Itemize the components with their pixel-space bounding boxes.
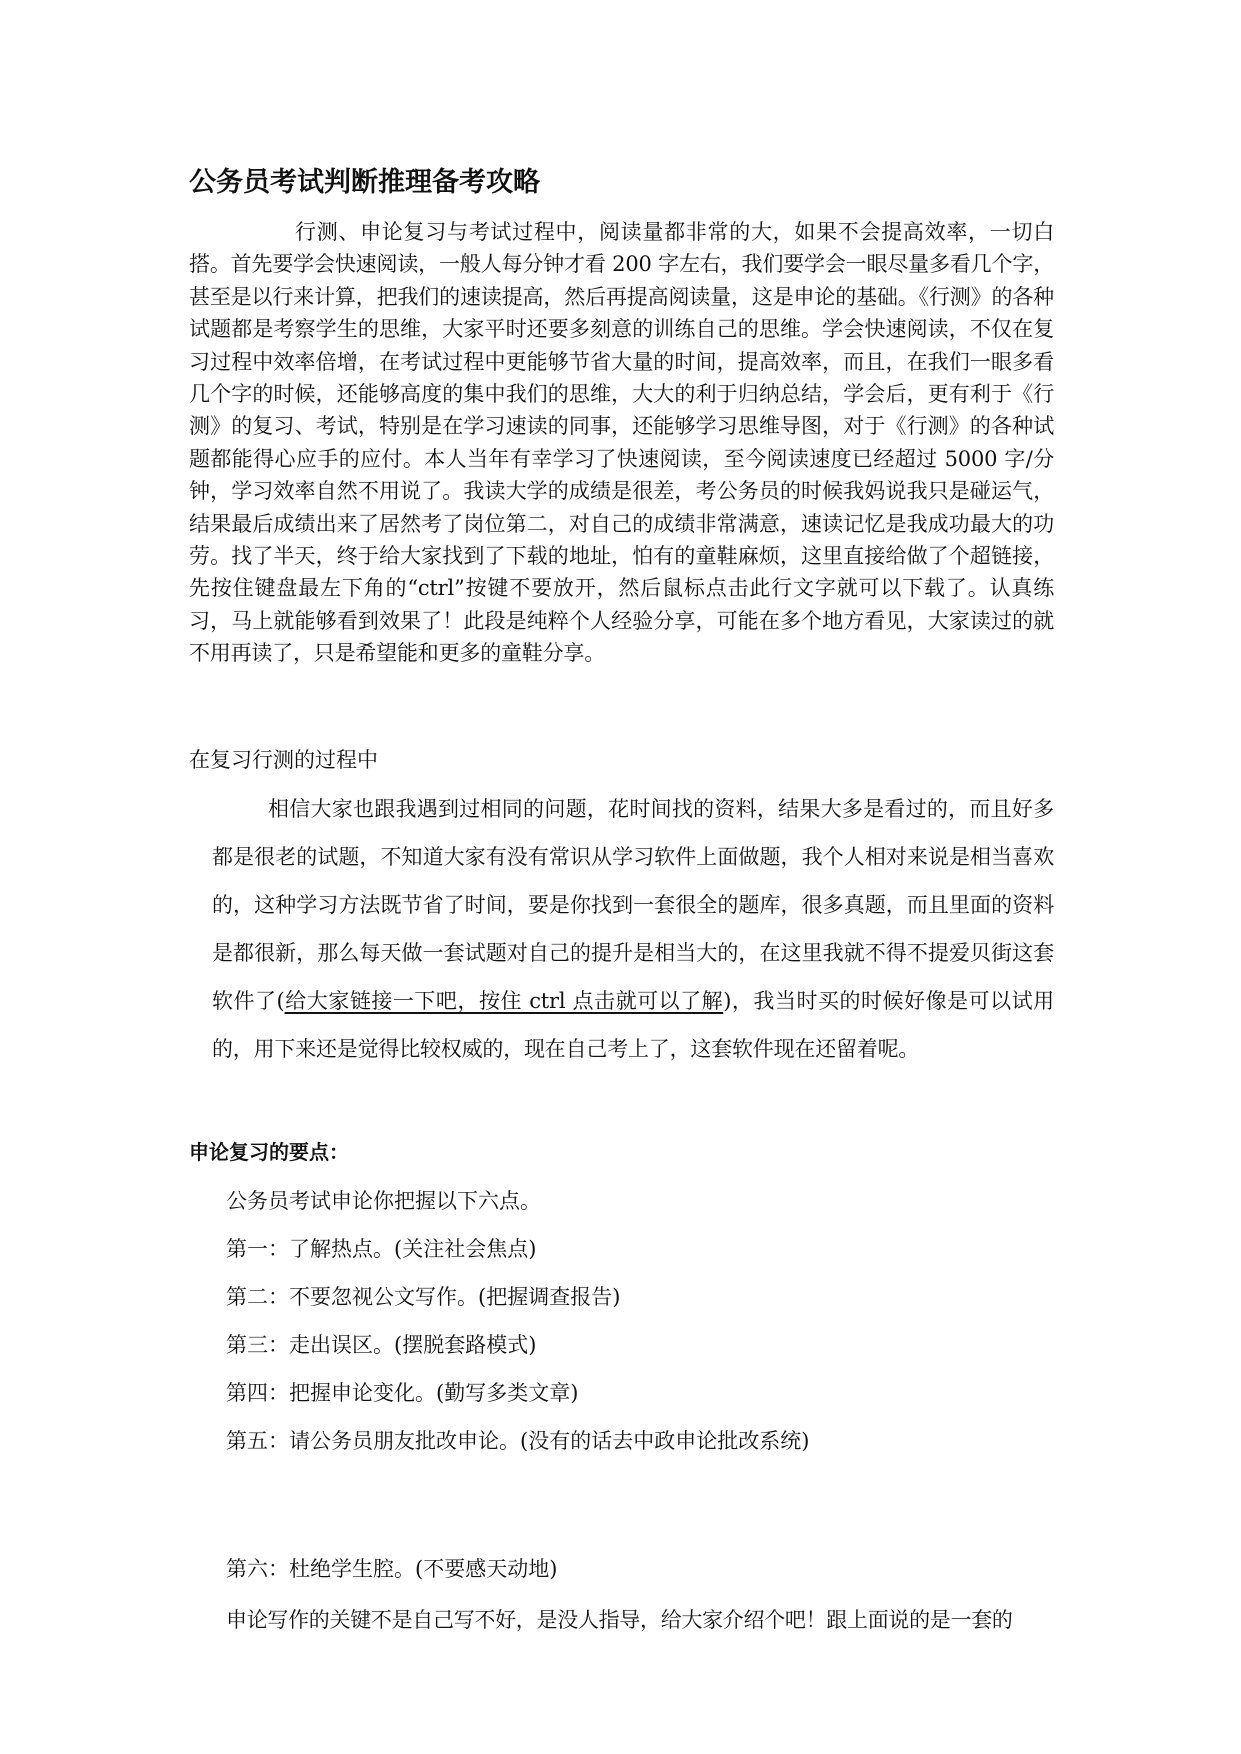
software-link[interactable]: 给大家链接一下吧，按住 ctrl 点击就可以了解: [284, 989, 724, 1013]
point-item-3: 第三：走出误区。(摆脱套路模式): [226, 1333, 537, 1357]
document-title: 公务员考试判断推理备考攻略: [189, 167, 540, 198]
experience-paragraph: [212, 785, 1054, 1073]
point-item-4: 第四：把握申论变化。(勤写多类文章): [226, 1381, 579, 1405]
speed-reading-download-link[interactable]: 此行文字就可以下载了: [749, 576, 968, 601]
point-item-6: 第六：杜绝学生腔。(不要感天动地): [226, 1557, 558, 1581]
closing-line: 申论写作的关键不是自己写不好，是没人指导，给大家介绍个吧！跟上面说的是一套的: [226, 1608, 1013, 1632]
intro-paragraph: [189, 216, 1054, 670]
experience-text-before-link: 相信大家也跟我遇到过相同的问题，花时间找的资料，结果大多是看过的，而且好多都是很老的试题，不知道大家有没有常识从学习软件上面做题，我个人相对来说是相当喜欢的，这种学习方法既节省了时间，要是你找到一套很全的题库，很多真题，而且里面的资料是都很新，那么每天做一套试题对自己的提升是相当大的，在这里我就不得不提爱贝街这套软件了(: [212, 797, 1054, 1013]
point-item-1: 第一：了解热点。(关注社会焦点): [226, 1237, 537, 1261]
section-heading: 在复习行测的过程中: [189, 748, 378, 772]
point-item-5: 第五：请公务员朋友批改申论。(没有的话去中政申论批改系统): [226, 1429, 810, 1453]
point-item-2: 第二：不要忽视公文写作。(把握调查报告): [226, 1285, 621, 1309]
review-heading: 申论复习的要点：: [189, 1140, 349, 1164]
intro-text-after-link: 。认真练习，马上就能够看到效果了！此段是纯粹个人经验分享，可能在多个地方看见，大家读过的就不用再读了，只是希望能和更多的童鞋分享。: [189, 576, 1055, 666]
intro-text-before-link: 行测、申论复习与考试过程中，阅读量都非常的大，如果不会提高效率，一切白搭。首先要学会快速阅读，一般人每分钟才看 200 字左右，我们要学会一眼尽量多看几个字，甚至是以行来计算，把我们的速读提高，然后再提高阅读量，这是申论的基础。《行测》的各种试题都是考察学生的思维，大家平时还要多刻意的训练自己的思维。学会快速阅读，不仅在复习过程中效率倍增，在考试过程中更能够节省大量的时间，提高效率，而且，在我们一眼多看几个字的时候，还能够高度的集中我们的思维，大大的利于归纳总结，学会后，更有利于《行测》的复习、考试，特别是在学习速读的同事，还能够学习思维导图，对于《行测》的各种试题都能得心应手的应付。本人当年有幸学习了快速阅读，至今阅读速度已经超过 5000 字/分钟，学习效率自然不用说了。我读大学的成绩是很差，考公务员的时候我妈说我只是碰运气，结果最后成绩出来了居然考了岗位第二，对自己的成绩非常满意，速读记忆是我成功最大的功劳。找了半天，终于给大家找到了下载的地址，怕有的童鞋麻烦，这里直接给做了个超链接，先按住键盘最左下角的“ctrl”按键不要放开，然后鼠标点击: [189, 220, 1054, 601]
experience-text-after-link: )，我当时买的时候好像是可以试用的，用下来还是觉得比较权威的，现在自己考上了，这套软件现在还留着呢。: [212, 989, 1054, 1061]
points-intro: 公务员考试申论你把握以下六点。: [226, 1189, 541, 1213]
